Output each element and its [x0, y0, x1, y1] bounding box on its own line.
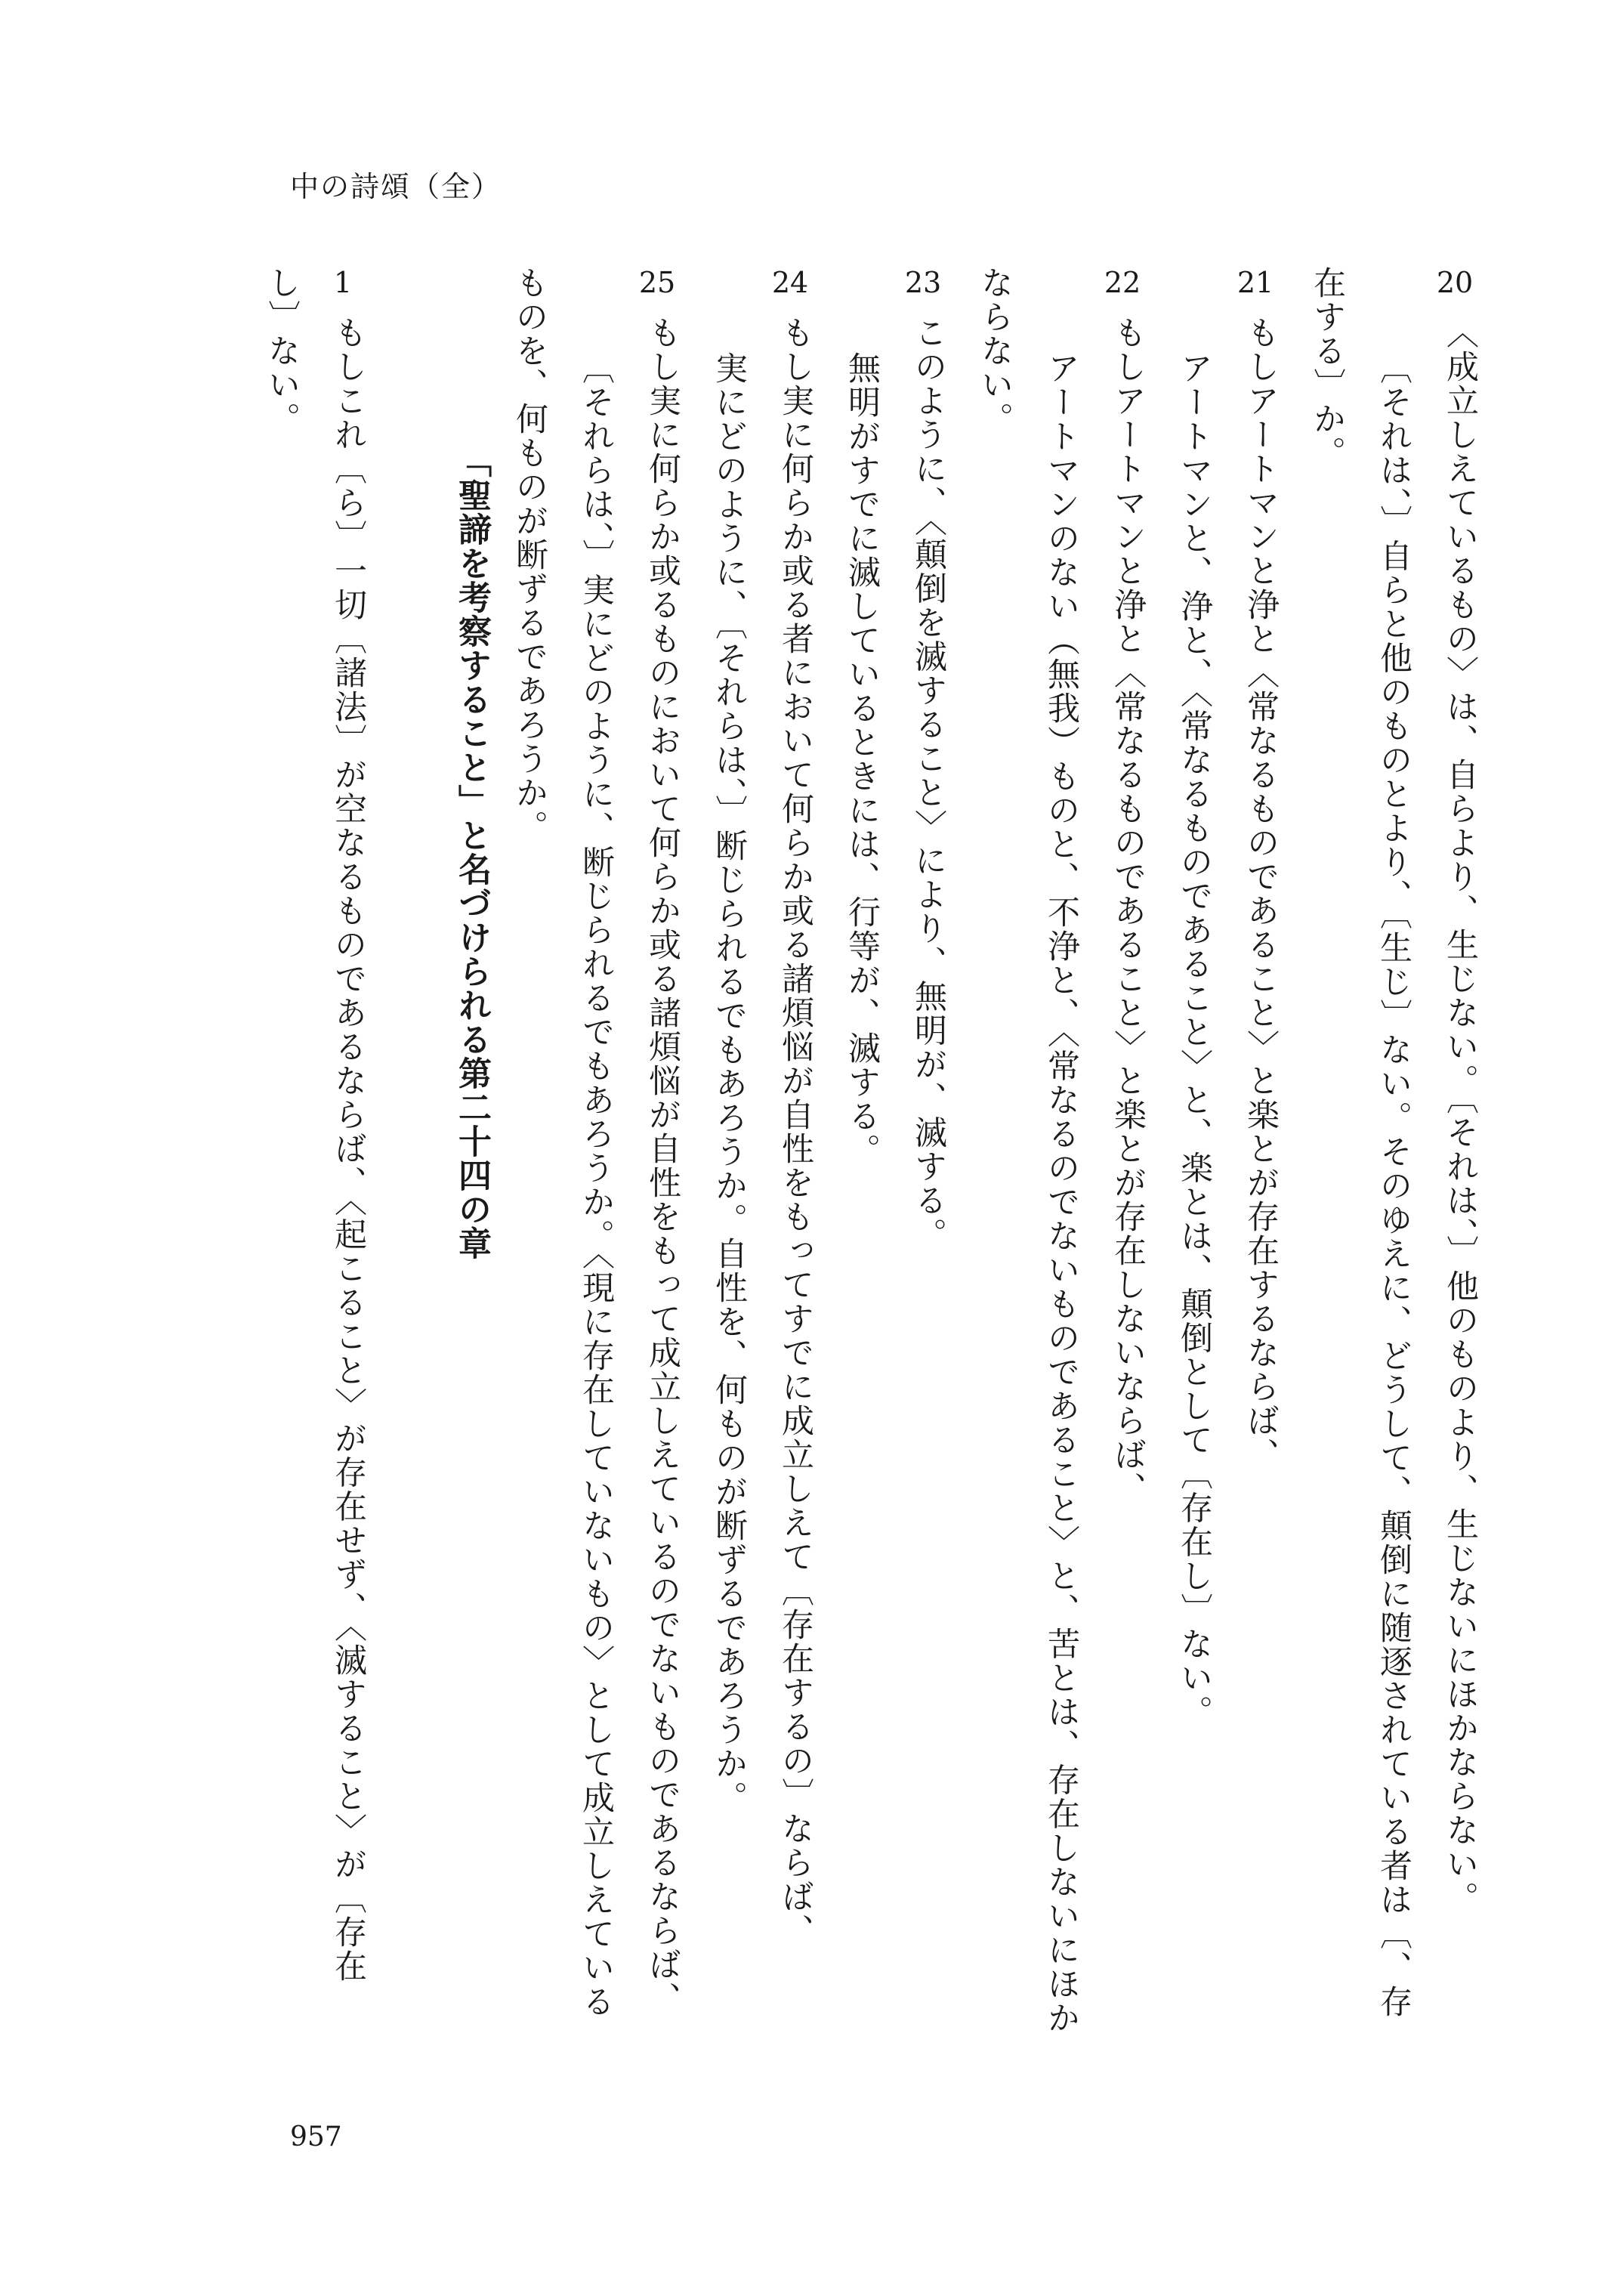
running-header: 中の詩頌（全）: [290, 170, 502, 203]
verse-25-line-1: もし実に何らか或るものにおいて何らか或る諸煩悩が自性をもって成立しえているのでないものであるならば、: [644, 316, 681, 2016]
verse-20-line-2: 〔それは、〕自らと他のものとより、〔生じ〕ない。そのゆえに、どうして、顛倒に随逐されている者は〔、存: [1375, 351, 1413, 2019]
chapter-heading: 「聖諦を考察すること」と名づけられる第二十四の章: [452, 444, 491, 1260]
verse-21-line-2: アートマンと、浄と、〈常なるものであること〉と、楽とは、顛倒として〔存在し〕ない。: [1175, 351, 1213, 1729]
verse-25-line-3: ものを、何ものが断ずるであろうか。: [511, 266, 548, 844]
verse-23-line-1: このように、〈顛倒を滅すること〉により、無明が、滅する。: [909, 316, 947, 1252]
verse-number-21: 21: [1237, 266, 1274, 299]
verse-number-25: 25: [638, 266, 676, 299]
verse-22-line-1: もしアートマンと浄と〈常なるものであること〉と楽とが存在しないならば、: [1109, 316, 1147, 1506]
verse-number-22: 22: [1104, 266, 1141, 299]
verse-24-line-1: もし実に何らか或る者において何らか或る諸煩悩が自性をもってすでに成立しえて〔存在するの〕ならば、: [776, 316, 814, 1948]
verse-number-24: 24: [771, 266, 809, 299]
verse-22-line-2: アートマンのない（無我）ものと、不浄と、〈常なるのでないものであること〉と、苦とは、存在しないにほか: [1042, 351, 1080, 2035]
verse-number-1: 1: [333, 266, 353, 299]
verse-23-line-2: 無明がすでに滅しているときには、行等が、滅する。: [843, 351, 881, 1167]
verse-20-line-1: 〈成立しえているもの〉は、自らより、生じない。〔それは、〕他のものより、生じないにほかならない。: [1441, 316, 1479, 1915]
verse-24-line-2: 実にどのように、〔それらは、〕断じられるでもあろうか。自性を、何ものが断ずるであろうか。: [710, 351, 748, 1815]
verse-1-line-2: し〕ない。: [263, 266, 301, 436]
verse-22-line-3: ならない。: [976, 266, 1014, 436]
verse-number-23: 23: [904, 266, 942, 299]
verse-20-line-3: 在する〕か。: [1308, 266, 1346, 470]
verse-21-line-1: もしアートマンと浄と〈常なるものであること〉と楽とが存在するならば、: [1242, 316, 1280, 1472]
verse-1-line-1: もしこれ〔ら〕一切〔諸法〕が空なるものであるならば、〈起こること〉が存在せず、〈滅すること〉が〔存在: [329, 316, 367, 1983]
page-number: 957: [290, 2121, 342, 2152]
verse-number-20: 20: [1436, 266, 1474, 299]
verse-25-line-2: 〔それらは、〕実にどのように、断じられるでもあろうか。〈現に存在していないもの〉として成立しえている: [577, 351, 615, 2019]
